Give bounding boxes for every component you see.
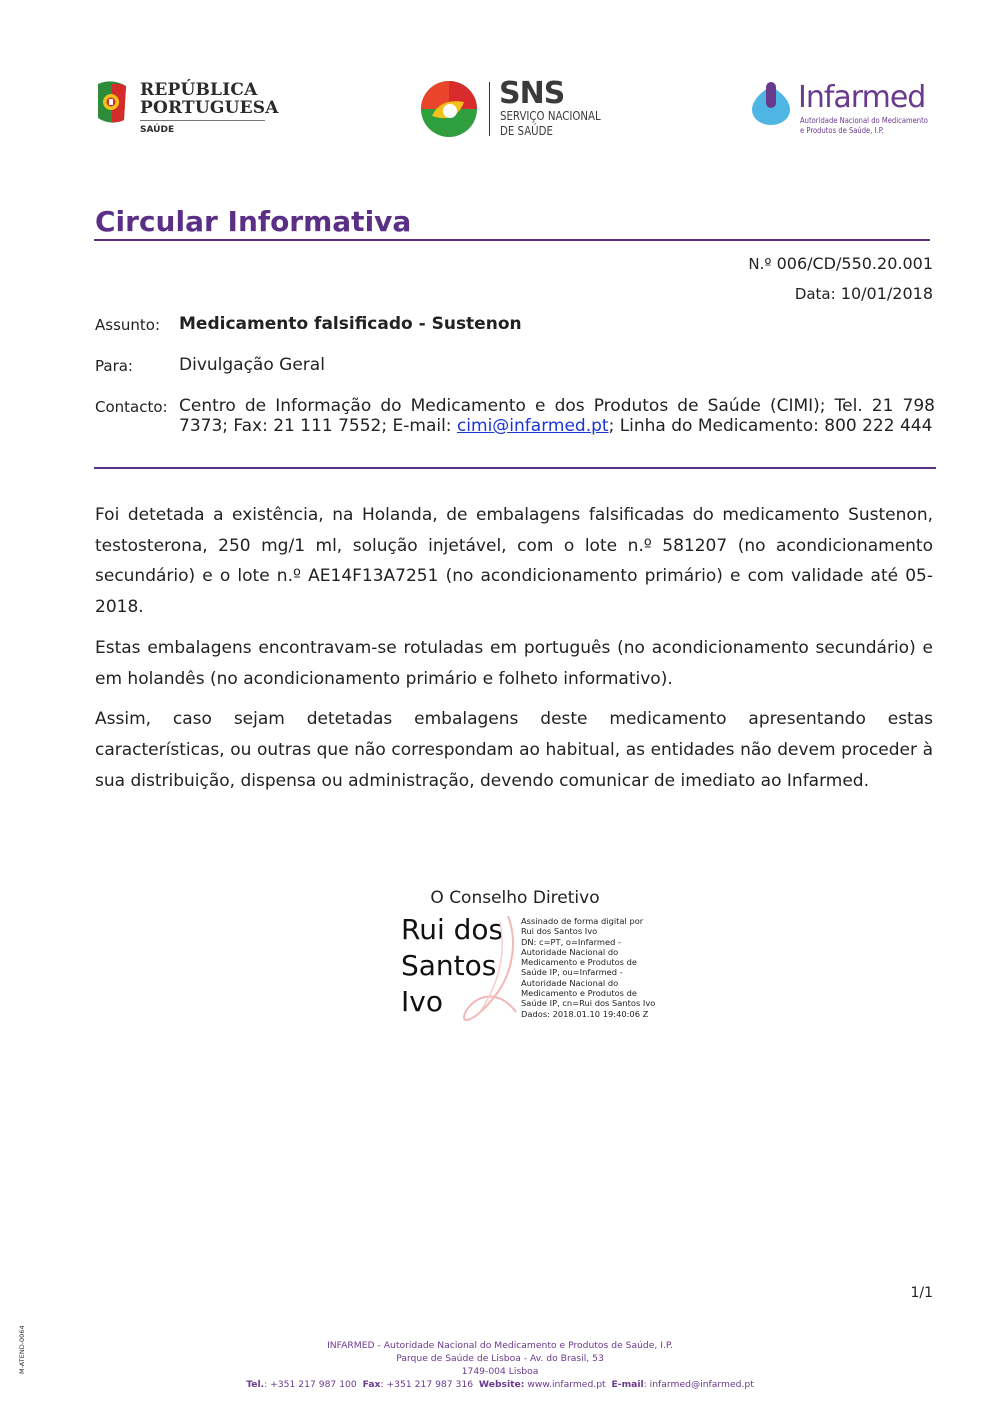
number-label: N.º — [748, 255, 772, 273]
sns-disc-icon — [420, 80, 478, 138]
signature-detail-line: Assinado de forma digital por — [521, 916, 644, 926]
title-divider — [94, 239, 930, 241]
sns-acronym: SNS — [499, 76, 565, 111]
signature-details — [521, 916, 656, 1019]
body-paragraph-2: Estas embalagens encontravam-se rotuladas em português (no acondicionamento secundário) e em holandês (no acondicionamento primário e folheto informativo). — [95, 637, 933, 689]
signature-detail-line: Medicamento e Produtos de — [521, 988, 637, 999]
sns-logo — [420, 78, 610, 140]
signer-name-line2: Santos — [401, 949, 497, 982]
footer-tel-label: Tel. — [246, 1379, 265, 1390]
meta-divider — [94, 467, 936, 469]
page-number: 1/1 — [910, 1285, 933, 1301]
footer-line3: 1749-004 Lisboa — [461, 1366, 539, 1377]
footer-email[interactable]: : infarmed@infarmed.pt — [643, 1379, 754, 1390]
republica-line1: REPÚBLICA — [140, 80, 258, 100]
para-value: Divulgação Geral — [179, 355, 325, 375]
republica-divider — [140, 120, 265, 121]
number-value: 006/CD/550.20.001 — [776, 254, 933, 273]
footer-line1: INFARMED - Autoridade Nacional do Medicamento e Produtos de Saúde, I.P. — [327, 1340, 673, 1351]
body-text — [95, 500, 933, 806]
signer-name-line3: Ivo — [401, 985, 443, 1018]
contacto-post: ; Linha do Medicamento: 800 222 444 — [608, 416, 933, 436]
sns-divider — [489, 82, 490, 136]
signature-detail-line: Medicamento e Produtos de — [521, 957, 637, 968]
signature-detail-line: Saúde IP, ou=Infarmed - — [521, 967, 623, 978]
republica-line3: SAÚDE — [140, 125, 175, 135]
document-number — [748, 254, 933, 273]
infarmed-name: Infarmed — [798, 80, 926, 115]
contacto-pre: Centro de Informação do Medicamento e dos Produtos de Saúde (CIMI); Tel. 21 798 7373; Fax: 21 111 7552; E-mail: — [179, 396, 935, 436]
signature-detail-line: Dados: 2018.01.10 19:40:06 Z — [521, 1008, 649, 1019]
form-code: M-ATEND-0064 — [18, 1325, 26, 1374]
sns-line2: DE SAÚDE — [500, 124, 553, 138]
contacto-label: Contacto: — [95, 398, 168, 416]
signature-detail-line: Rui dos Santos Ivo — [521, 926, 598, 937]
signature-detail-line: Autoridade Nacional do — [521, 977, 619, 988]
footer-fax: : +351 217 987 316 — [380, 1379, 474, 1390]
footer-web[interactable]: www.infarmed.pt — [524, 1379, 606, 1390]
body-paragraph-1: Foi detetada a existência, na Holanda, de embalagens falsificadas do medicamento Sustenon, testosterona, 250 mg/1 ml, solução injetável, com o lote n.º 581207 (no acondicionamento secundário) e o lote n.º AE14F13A7251 (no acondicionamento primário) e com validade até 05-2018. — [95, 505, 933, 618]
contacto-value — [179, 396, 935, 436]
infarmed-sub2: e Produtos de Saúde, I.P. — [800, 126, 884, 135]
date-label: Data: — [794, 285, 836, 303]
document-title: Circular Informativa — [95, 205, 412, 238]
signature-detail-line: Autoridade Nacional do — [521, 946, 619, 957]
footer-web-label: Website: — [478, 1379, 525, 1390]
portugal-emblem-icon — [94, 80, 130, 124]
republica-portuguesa-logo — [94, 78, 279, 140]
signer-name-line1: Rui dos — [401, 913, 504, 946]
footer-email-label: E-mail — [611, 1379, 644, 1390]
contacto-email-link[interactable]: cimi@infarmed.pt — [456, 416, 609, 436]
document-date — [795, 284, 933, 303]
body-paragraph-3: Assim, caso sejam detetadas embalagens deste medicamento apresentando estas características, ou outras que não correspondam ao habitual, as entidades não devem proceder à sua distribuição, dispensa ou administração, devendo comunicar de imediato ao Infarmed. — [95, 709, 933, 791]
assunto-value: Medicamento falsificado - Sustenon — [179, 314, 522, 334]
assunto-label: Assunto: — [95, 316, 161, 334]
sns-line1: SERVIÇO NACIONAL — [500, 109, 601, 123]
footer-contacts — [0, 1379, 1000, 1390]
signature-detail-line: Saúde IP, cn=Rui dos Santos Ivo — [521, 998, 656, 1009]
footer-tel: : +351 217 987 100 — [264, 1379, 357, 1390]
council-title: O Conselho Diretivo — [430, 888, 600, 908]
signature-detail-line: DN: c=PT, o=Infarmed - — [521, 936, 621, 947]
date-value: 10/01/2018 — [840, 284, 933, 303]
para-label: Para: — [95, 357, 133, 375]
republica-line2: PORTUGUESA — [140, 98, 279, 118]
footer-line2: Parque de Saúde de Lisboa - Av. do Brasil, 53 — [396, 1353, 604, 1364]
digital-signature-mark-icon — [460, 912, 520, 1024]
footer-fax-label: Fax — [362, 1379, 381, 1390]
infarmed-logo — [750, 78, 930, 140]
infarmed-sub1: Autoridade Nacional do Medicamento — [800, 116, 928, 125]
infarmed-drop-icon — [750, 80, 792, 126]
